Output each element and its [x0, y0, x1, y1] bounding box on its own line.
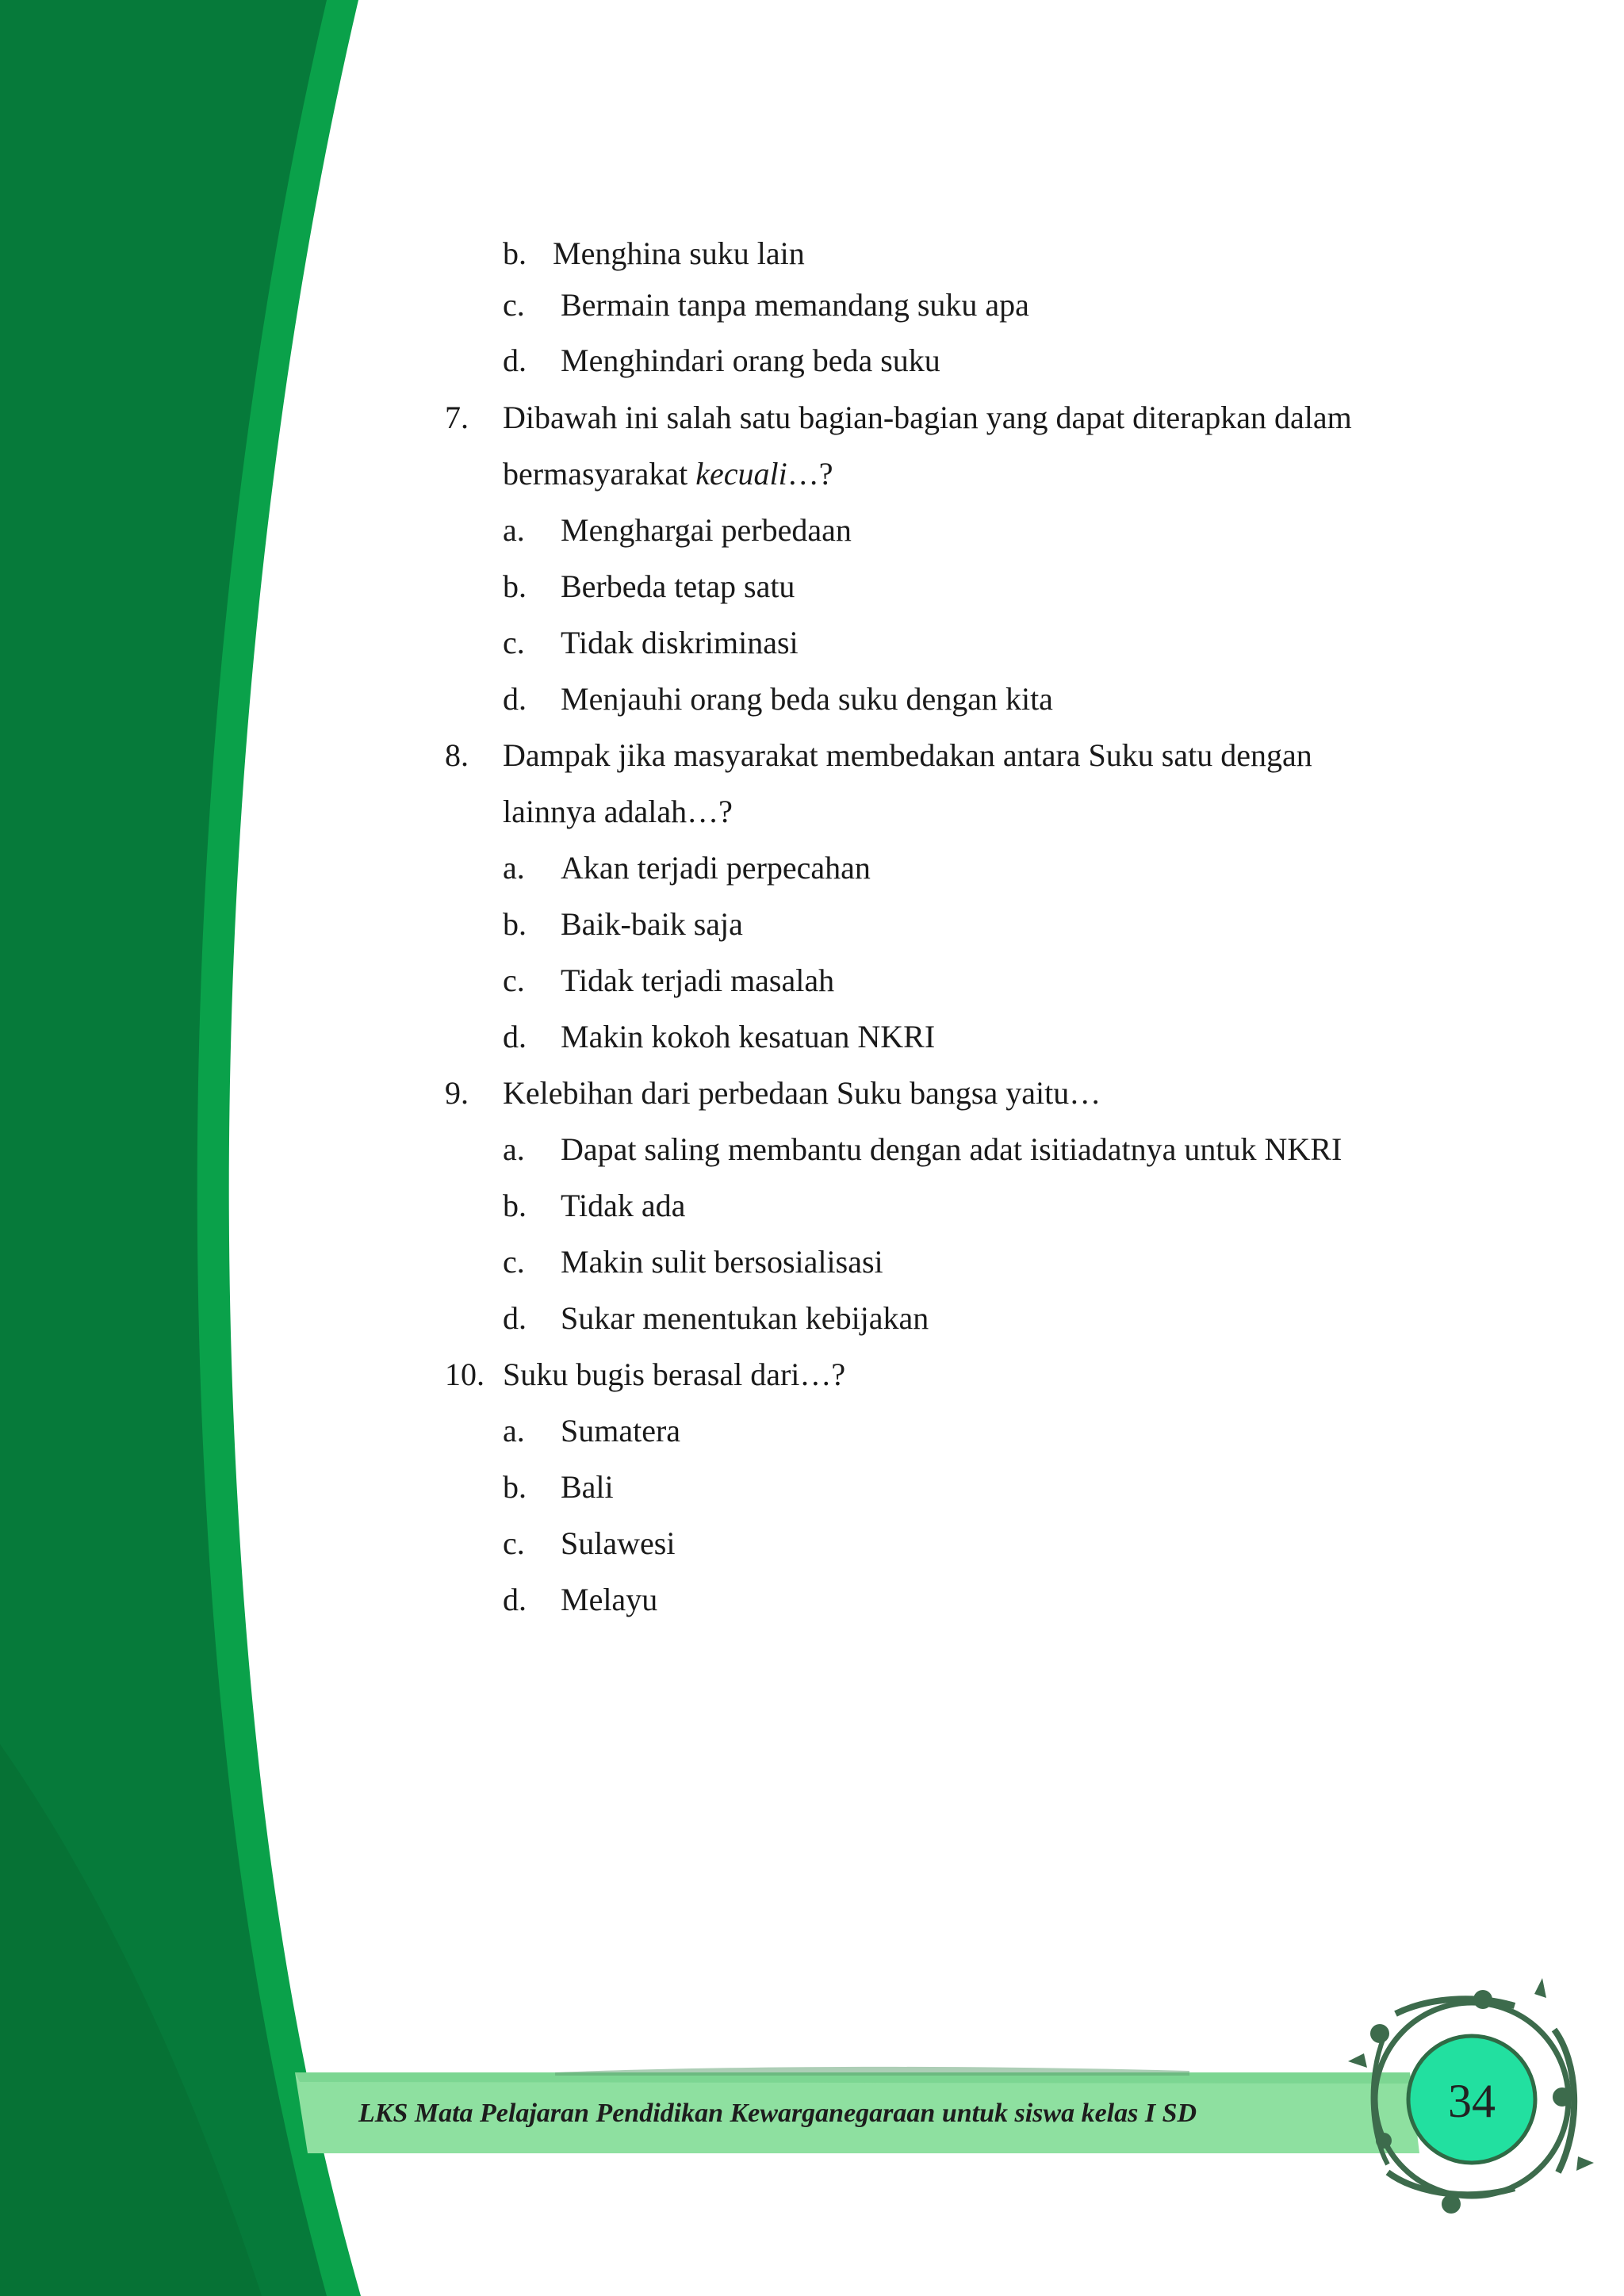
question-number: 10.: [445, 1357, 485, 1392]
option-label: a.: [503, 850, 525, 886]
option-label: d.: [503, 1019, 527, 1054]
option-label: d.: [503, 1582, 527, 1617]
question-number: 7.: [445, 400, 469, 435]
option-text: Berbeda tetap satu: [561, 568, 795, 604]
option-label: c.: [503, 625, 525, 660]
question-text: Dibawah ini salah satu bagian-bagian yang dapat diterapkan dalam: [503, 400, 1352, 435]
option-text: Sulawesi: [561, 1525, 676, 1561]
question-text: Kelebihan dari perbedaan Suku bangsa yaitu…: [503, 1075, 1101, 1111]
option-text: Makin kokoh kesatuan NKRI: [561, 1019, 936, 1054]
option-text: Tidak ada: [561, 1188, 686, 1223]
option-text: Sumatera: [561, 1413, 681, 1448]
option-text: Tidak diskriminasi: [561, 625, 799, 660]
question-number: 9.: [445, 1075, 469, 1111]
option-label: a.: [503, 1413, 525, 1448]
option-label: d.: [503, 342, 527, 378]
option-label: d.: [503, 1300, 527, 1336]
option-text: Makin sulit bersosialisasi: [561, 1244, 883, 1280]
question-text: Dampak jika masyarakat membedakan antara Suku satu dengan: [503, 737, 1312, 773]
option-label: c.: [503, 962, 525, 998]
option-label: b.: [503, 235, 527, 271]
option-label: b.: [503, 1469, 527, 1505]
question-text-continued: bermasyarakat kecuali…?: [503, 456, 833, 492]
option-text: Akan terjadi perpecahan: [561, 850, 871, 886]
option-label: a.: [503, 512, 525, 548]
option-label: b.: [503, 906, 527, 942]
option-text: Menghindari orang beda suku: [561, 342, 940, 378]
option-text: Menjauhi orang beda suku dengan kita: [561, 681, 1053, 717]
option-text: Baik-baik saja: [561, 906, 743, 942]
footer-text: LKS Mata Pelajaran Pendidikan Kewarganegaraan untuk siswa kelas I SD: [358, 2099, 1197, 2128]
option-label: b.: [503, 1188, 527, 1223]
emphasis-kecuali: kecuali: [695, 456, 787, 492]
option-text: Menghina suku lain: [553, 235, 805, 271]
option-text: Bermain tanpa memandang suku apa: [561, 287, 1029, 323]
option-label: c.: [503, 1244, 525, 1280]
question-number: 8.: [445, 737, 469, 773]
page-number: 34: [1448, 2075, 1496, 2127]
option-label: b.: [503, 568, 527, 604]
option-text: Menghargai perbedaan: [561, 512, 852, 548]
option-text: Dapat saling membantu dengan adat isitiadatnya untuk NKRI: [561, 1131, 1342, 1167]
option-text: Bali: [561, 1469, 614, 1505]
question-text-continued: lainnya adalah…?: [503, 794, 733, 829]
question-text: Suku bugis berasal dari…?: [503, 1357, 846, 1392]
option-label: c.: [503, 287, 525, 323]
option-label: a.: [503, 1131, 525, 1167]
option-label: c.: [503, 1525, 525, 1561]
option-text: Melayu: [561, 1582, 658, 1617]
option-label: d.: [503, 681, 527, 717]
option-text: Tidak terjadi masalah: [561, 962, 835, 998]
option-text: Sukar menentukan kebijakan: [561, 1300, 929, 1336]
